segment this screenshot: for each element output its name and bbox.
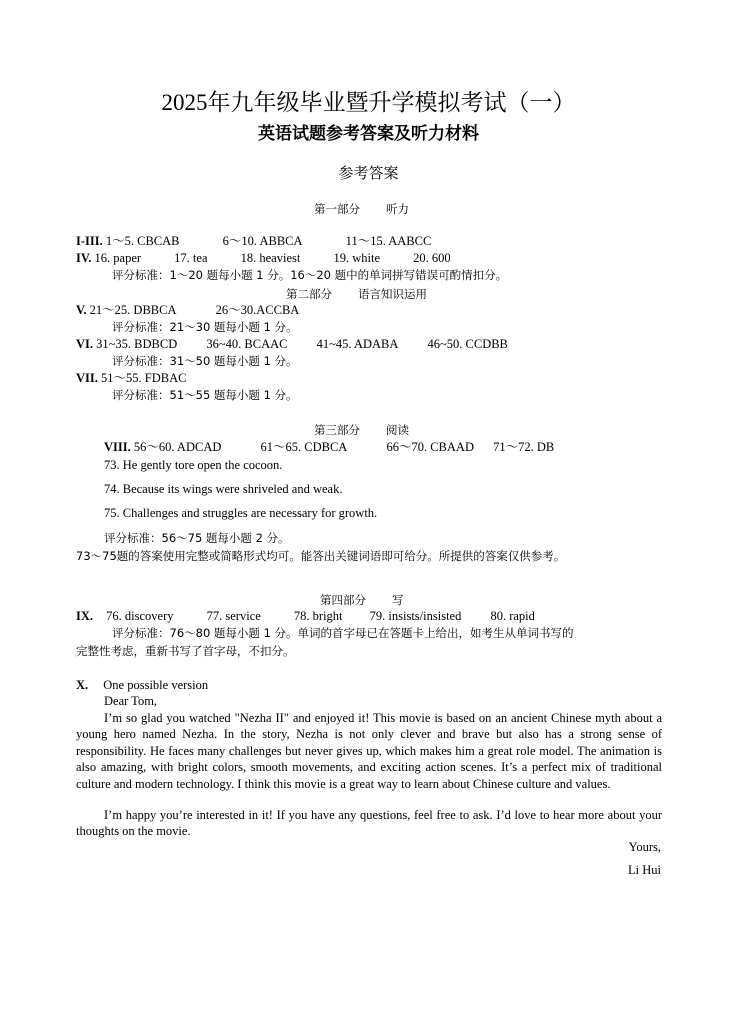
answer-group: 66～70. CBAAD xyxy=(386,440,474,454)
scoring-note: 评分标准：31～50 题每小题 1 分。 xyxy=(112,354,298,368)
section-heading-part1 xyxy=(314,201,409,217)
answer-item: 16. paper xyxy=(94,251,142,265)
scoring-note: 评分标准：21～30 题每小题 1 分。 xyxy=(112,320,298,334)
part-name: 第四部分 xyxy=(320,593,366,607)
answer-group: 61～65. CDBCA xyxy=(260,440,348,454)
part-name: 第二部分 xyxy=(286,287,332,301)
section-heading-part4 xyxy=(320,592,404,608)
answer-line-51-55 xyxy=(76,371,186,386)
letter-greeting: Dear Tom, xyxy=(104,694,158,708)
page-title: 2025年九年级毕业暨升学模拟考试（一） xyxy=(161,90,576,115)
answer-item: 76. discovery xyxy=(106,609,174,623)
answer-item: 80. rapid xyxy=(490,609,535,623)
section-label: VII. xyxy=(76,371,98,385)
answer-group: 21～25. DBBCA xyxy=(89,303,177,317)
part-topic: 写 xyxy=(392,593,404,607)
part-topic: 语言知识运用 xyxy=(358,287,427,301)
section-heading-part3 xyxy=(314,422,409,438)
answer-item: 77. service xyxy=(206,609,261,623)
answer-item: 78. bright xyxy=(293,609,343,623)
section-heading-part2 xyxy=(286,286,427,302)
answer-group: 71～72. DB xyxy=(493,440,555,454)
answer-group: 26～30.ACCBA xyxy=(215,303,300,317)
answer-group: 11～15. AABCC xyxy=(345,234,432,248)
letter-paragraph: I’m happy you’re interested in it! If you have any questions, feel free to ask. I’d love to hear more about your thoughts on the movie. xyxy=(76,808,662,839)
section-label: V. xyxy=(76,303,87,317)
scoring-note: 评分标准：56～75 题每小题 2 分。 xyxy=(104,531,290,545)
page-subtitle: 英语试题参考答案及听力材料 xyxy=(258,124,479,144)
answer-group: 41~45. ADABA xyxy=(316,337,399,351)
part-topic: 听力 xyxy=(386,202,409,216)
answer-heading: 参考答案 xyxy=(338,164,399,182)
part-topic: 阅读 xyxy=(386,423,409,437)
answer-item: 19. white xyxy=(333,251,380,265)
answer-74: 74. Because its wings were shriveled and weak. xyxy=(104,482,343,496)
sample-heading: One possible version xyxy=(103,678,209,692)
answer-item: 18. heaviest xyxy=(240,251,301,265)
answer-group: 51～55. FDBAC xyxy=(101,371,187,385)
scoring-note: 评分标准：51～55 题每小题 1 分。 xyxy=(112,388,298,402)
section-x-header xyxy=(76,678,208,693)
scoring-note: 完整性考虑，重新书写了首字母，不扣分。 xyxy=(76,644,295,658)
scoring-note: 评分标准：1～20 题每小题 1 分。16～20 题中的单词拼写错误可酌情扣分。 xyxy=(112,268,508,282)
letter-paragraph: I’m so glad you watched "Nezha II" and enjoyed it! This movie is based on an ancient Chinese myth about a young hero named Nezha. In the story, Nezha is not only clever and brave but also has a strong sense of responsibility. He faces many challenges but never gives up, which makes him a great role model. The animation is also amazing, with bright colors, smooth movements, and exciting action scenes. It’s a perfect mix of traditional culture and modern technology. I think this movie is a great way to learn about Chinese culture and values. xyxy=(76,711,662,791)
part-name: 第三部分 xyxy=(314,423,360,437)
answer-line-31-50 xyxy=(76,337,508,352)
answer-line-16-20 xyxy=(76,251,451,266)
scoring-note: 评分标准：76～80 题每小题 1 分。单词的首字母已在答题卡上给出，如考生从单词书写的 xyxy=(112,626,574,640)
answer-group: 31~35. BDBCD xyxy=(96,337,178,351)
answer-group: 56～60. ADCAD xyxy=(133,440,222,454)
part-name: 第一部分 xyxy=(314,202,360,216)
section-label: IV. xyxy=(76,251,92,265)
answer-group: 1～5. CBCAB xyxy=(105,234,180,248)
section-label: X. xyxy=(76,678,89,692)
answer-item: 20. 600 xyxy=(413,251,451,265)
answer-line-1-15 xyxy=(76,234,431,249)
answer-group: 36~40. BCAAC xyxy=(206,337,288,351)
answer-line-56-72 xyxy=(104,440,554,455)
answer-75: 75. Challenges and struggles are necessary for growth. xyxy=(104,506,378,520)
answer-item: 79. insists/insisted xyxy=(369,609,462,623)
answer-group: 46~50. CCDBB xyxy=(427,337,508,351)
answer-73: 73. He gently tore open the cocoon. xyxy=(104,458,283,472)
letter-closing: Yours, xyxy=(628,840,661,854)
section-label: VI. xyxy=(76,337,94,351)
letter-signature: Li Hui xyxy=(628,863,661,877)
section-label: I-III. xyxy=(76,234,103,248)
section-label: IX. xyxy=(76,609,94,623)
scoring-note: 73～75题的答案使用完整或简略形式均可。能答出关键词语即可给分。所提供的答案仅供参考。 xyxy=(76,549,566,563)
section-label: VIII. xyxy=(104,440,131,454)
answer-line-76-80 xyxy=(76,609,535,624)
answer-group: 6～10. ABBCA xyxy=(222,234,303,248)
answer-item: 17. tea xyxy=(174,251,208,265)
answer-line-21-30 xyxy=(76,303,299,318)
